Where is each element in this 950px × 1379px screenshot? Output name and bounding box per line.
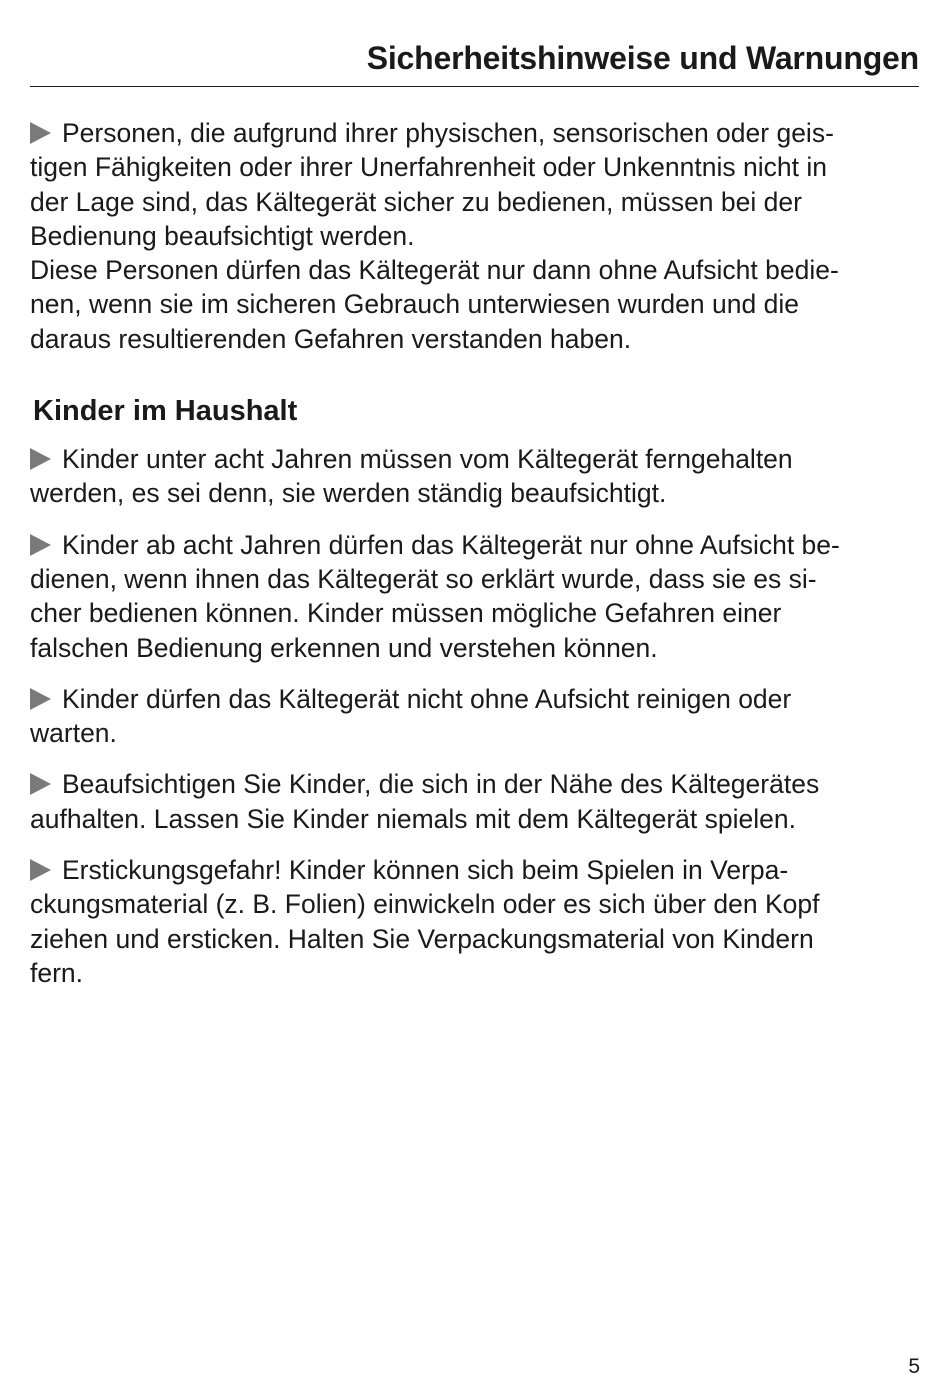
triangle-right-icon bbox=[30, 859, 51, 881]
intro-paragraph-2 bbox=[30, 253, 922, 356]
text-line: tigen Fähigkeiten oder ihrer Unerfahrenheit oder Unkenntnis nicht in bbox=[30, 152, 827, 183]
text-line: der Lage sind, das Kältegerät sicher zu bedienen, müssen bei der bbox=[30, 186, 802, 217]
page-number: 5 bbox=[908, 1355, 920, 1378]
text-line: dienen, wenn ihnen das Kältegerät so erklärt wurde, dass sie es si- bbox=[30, 563, 817, 594]
bullet-item bbox=[30, 442, 922, 511]
text-line: falschen Bedienung erkennen und verstehen können. bbox=[30, 632, 658, 663]
triangle-right-icon bbox=[30, 688, 51, 710]
text-line: Beaufsichtigen Sie Kinder, die sich in der Nähe des Kältegerätes bbox=[30, 767, 922, 801]
bullet-item bbox=[30, 853, 922, 990]
text-line: cher bedienen können. Kinder müssen mögliche Gefahren einer bbox=[30, 598, 782, 629]
text-line: nen, wenn sie im sicheren Gebrauch unterwiesen wurden und die bbox=[30, 289, 799, 320]
text-line: Kinder ab acht Jahren dürfen das Kältegerät nur ohne Aufsicht be- bbox=[30, 528, 922, 562]
bullet-item bbox=[30, 528, 922, 665]
intro-paragraph-1 bbox=[30, 116, 922, 253]
text-line: daraus resultierenden Gefahren verstanden haben. bbox=[30, 323, 632, 354]
triangle-right-icon bbox=[30, 448, 51, 470]
document-body bbox=[30, 116, 922, 990]
text-line: warten. bbox=[30, 718, 117, 749]
page-header bbox=[30, 36, 919, 87]
text-line: aufhalten. Lassen Sie Kinder niemals mit dem Kältegerät spielen. bbox=[30, 803, 796, 834]
text-line: fern. bbox=[30, 957, 84, 988]
section-heading: Kinder im Haushalt bbox=[33, 395, 298, 428]
text-line: Erstickungsgefahr! Kinder können sich beim Spielen in Verpa- bbox=[30, 853, 922, 887]
bullet-item bbox=[30, 767, 922, 836]
triangle-right-icon bbox=[30, 773, 51, 795]
text-line: Bedienung beaufsichtigt werden. bbox=[30, 220, 415, 251]
text-line: werden, es sei denn, sie werden ständig beaufsichtigt. bbox=[30, 478, 667, 509]
bullet-item bbox=[30, 682, 922, 751]
text-line: ckungsmaterial (z. B. Folien) einwickeln oder es sich über den Kopf bbox=[30, 889, 820, 920]
text-line: Diese Personen dürfen das Kältegerät nur dann ohne Aufsicht bedie- bbox=[30, 255, 839, 286]
triangle-right-icon bbox=[30, 122, 51, 144]
text-line: Kinder unter acht Jahren müssen vom Kältegerät ferngehalten bbox=[30, 442, 922, 476]
text-line: Kinder dürfen das Kältegerät nicht ohne Aufsicht reinigen oder bbox=[30, 682, 922, 716]
text-line: ziehen und ersticken. Halten Sie Verpackungsmaterial von Kindern bbox=[30, 923, 814, 954]
text-line: Personen, die aufgrund ihrer physischen, sensorischen oder geis- bbox=[30, 116, 922, 150]
triangle-right-icon bbox=[30, 534, 51, 556]
page-title: Sicherheitshinweise und Warnungen bbox=[366, 40, 919, 76]
